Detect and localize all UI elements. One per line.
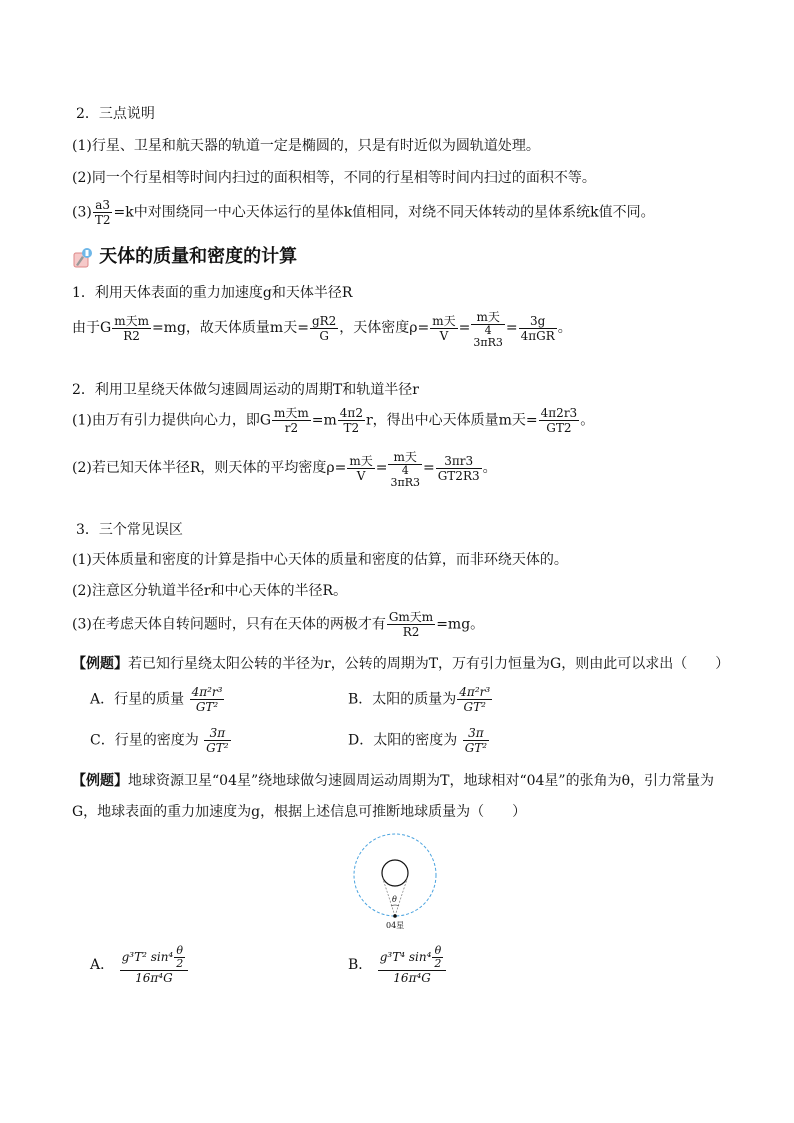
nested-num: 4 [401, 464, 409, 477]
fraction-numerator: 3π [468, 726, 484, 740]
fraction-numerator: m天m [114, 313, 149, 328]
fraction [347, 454, 374, 483]
option-b[interactable] [348, 685, 493, 714]
fraction-denominator: GT2 [539, 420, 580, 435]
fraction-denominator [388, 464, 422, 489]
misconception-3 [72, 610, 484, 639]
misconceptions-title: 3．三个常见误区 [76, 522, 183, 538]
fraction-denominator: G [310, 328, 338, 343]
fraction-numerator: m天m [274, 406, 309, 420]
fraction-numerator: 4π²r³ [191, 685, 223, 699]
nested-num: θ [434, 944, 442, 957]
question-text: 地球资源卫星“04星”绕地球做匀速圆周运动周期为T，地球相对“04星”的张角为θ，引力常量为 [128, 773, 715, 789]
formula-text: (2)若已知天体半径R，则天体的平均密度ρ= [72, 460, 347, 476]
fraction-denominator: R2 [112, 328, 151, 343]
fraction-a3-t2 [93, 198, 113, 227]
satellite-dot [393, 914, 397, 918]
earth-circle [382, 860, 408, 886]
method-2-title: 2．利用卫星绕天体做匀速圆周运动的周期T和轨道半径r [72, 382, 419, 398]
fraction [388, 450, 422, 489]
fraction-denominator: 16π⁴G [378, 970, 447, 985]
numerator-text: g³T² sin⁴ [121, 950, 174, 964]
formula-text: (3)在考虑天体自转问题时，只有在天体的两极才有 [72, 616, 386, 633]
method-2-line-2 [72, 450, 497, 489]
fraction-denominator: GT² [206, 741, 229, 755]
angle-arc [391, 905, 399, 906]
fraction [190, 685, 225, 714]
fraction [539, 406, 580, 435]
nested-num: θ [176, 944, 184, 957]
fraction-denominator: r2 [272, 420, 311, 435]
nested-den: 2 [176, 957, 184, 970]
fraction-denominator [471, 324, 505, 349]
formula-text: = [375, 460, 388, 476]
option-label: B． [348, 957, 373, 973]
fraction-numerator: 4π²r³ [459, 685, 491, 699]
misconception-1: (1)天体质量和密度的计算是指中心天体的质量和密度的估算，而非环绕天体的。 [72, 552, 568, 568]
fraction-numerator: 3πr3 [444, 453, 474, 468]
fraction-denominator: 16π⁴G [120, 970, 189, 985]
formula-text: 由于G [72, 320, 112, 336]
option-c[interactable] [90, 726, 232, 755]
formula-text: = [422, 460, 435, 476]
point-3-prefix: (3) [72, 204, 92, 221]
fraction-numerator: 3g [530, 313, 546, 328]
option-a[interactable] [90, 685, 225, 714]
option-label: C．行星的密度为 [90, 732, 199, 749]
fraction-numerator [378, 945, 447, 970]
theta-label: θ [392, 895, 397, 904]
formula-text: = [458, 320, 471, 336]
section-title-three-points: 2．三点说明 [76, 106, 155, 122]
fraction [457, 685, 492, 714]
fraction-numerator: 3π [209, 726, 226, 740]
fraction-denominator: R2 [387, 624, 435, 639]
nested-den: 3πR3 [390, 476, 420, 489]
method-1-formula [72, 310, 572, 349]
fraction [436, 454, 482, 483]
option-2a[interactable] [90, 945, 189, 985]
fraction [310, 314, 338, 343]
fraction-denominator: GT² [457, 699, 492, 714]
fraction-denominator: GT2R3 [437, 468, 480, 483]
method-1-title: 1．利用天体表面的重力加速度g和天体半径R [72, 285, 353, 301]
option-label: B．太阳的质量为 [348, 691, 457, 708]
nested-fraction [432, 945, 443, 970]
question-text: 若已知行星绕太阳公转的半径为r，公转的周期为T，万有引力恒量为G，则由此可以求出（ ） [128, 656, 730, 672]
fraction-numerator: 4π2r3 [540, 406, 578, 420]
satellite-label: 04星 [386, 921, 405, 930]
fraction [463, 726, 489, 755]
option-2b[interactable] [348, 945, 447, 985]
option-d[interactable] [348, 726, 490, 755]
pencil-note-icon [72, 247, 94, 269]
example-2-question-line-2: G，地球表面的重力加速度为g，根据上述信息可推断地球质量为（ ） [72, 804, 527, 820]
point-2: (2)同一个行星相等时间内扫过的面积相等，不同的行星相等时间内扫过的面积不等。 [72, 170, 596, 186]
orbit-diagram [350, 832, 440, 932]
fraction [471, 310, 505, 349]
fraction-denominator: GT² [190, 699, 225, 714]
example-2-question-line-1 [72, 772, 714, 790]
nested-den: 2 [434, 957, 442, 970]
fraction [387, 610, 435, 639]
nested-num: 4 [484, 324, 492, 337]
fraction [112, 314, 151, 343]
point-3 [72, 198, 655, 227]
fraction-numerator: 4π2 [339, 406, 363, 420]
fraction-numerator [120, 945, 189, 970]
misconception-2: (2)注意区分轨道半径r和中心天体的半径R。 [72, 583, 348, 599]
fraction-numerator: m天 [476, 310, 500, 324]
numerator-text: g³T⁴ sin⁴ [379, 950, 432, 964]
fraction [204, 726, 230, 755]
fraction-denominator: V [347, 468, 374, 483]
formula-text: r，得出中心天体质量m天= [365, 412, 538, 429]
option-label: A． [90, 957, 115, 973]
option-label: A．行星的质量 [90, 691, 185, 708]
fraction-denominator: 4πGR [520, 328, 555, 343]
nested-fraction [174, 945, 185, 970]
fraction-denominator: GT² [464, 741, 488, 755]
formula-text: 。 [482, 460, 497, 476]
formula-text: 。 [557, 320, 572, 336]
fraction-numerator: m天 [432, 313, 456, 328]
formula-text: = [505, 320, 518, 336]
point-3-text: =k中对围绕同一中心天体运行的星体k值相同，对绕不同天体转动的星体系统k值不同。 [113, 204, 655, 221]
formula-text: =mg，故天体质量m天= [151, 320, 309, 336]
section-heading [72, 242, 297, 269]
heading-mass-density: 天体的质量和密度的计算 [99, 246, 298, 267]
fraction-denominator: V [430, 328, 457, 343]
formula-text: 。 [580, 412, 595, 429]
point-1: (1)行星、卫星和航天器的轨道一定是椭圆的，只是有时近似为圆轨道处理。 [72, 138, 540, 154]
fraction [519, 314, 557, 343]
fraction [338, 406, 365, 435]
formula-text: =m [311, 412, 337, 429]
fraction-denominator: T2 [338, 420, 365, 435]
fraction [120, 945, 189, 985]
formula-text: ，天体密度ρ= [339, 320, 430, 336]
nested-den: 3πR3 [473, 336, 503, 349]
fraction [430, 314, 457, 343]
fraction-numerator: gR2 [311, 313, 337, 328]
method-2-line-1 [72, 406, 594, 435]
example-1-question [72, 655, 729, 673]
fraction-denominator: T2 [94, 213, 111, 227]
formula-text: (1)由万有引力提供向心力，即G [72, 412, 272, 429]
example-tag: 【例题】 [72, 773, 128, 789]
fraction [378, 945, 447, 985]
fraction-numerator: Gm天m [388, 610, 434, 624]
option-label: D．太阳的密度为 [348, 732, 458, 749]
fraction [272, 406, 311, 435]
example-tag: 【例题】 [72, 656, 128, 672]
formula-text: =mg。 [436, 616, 485, 633]
fraction-numerator: a3 [95, 198, 111, 212]
fraction-numerator: m天 [349, 453, 373, 468]
fraction-numerator: m天 [393, 450, 417, 464]
